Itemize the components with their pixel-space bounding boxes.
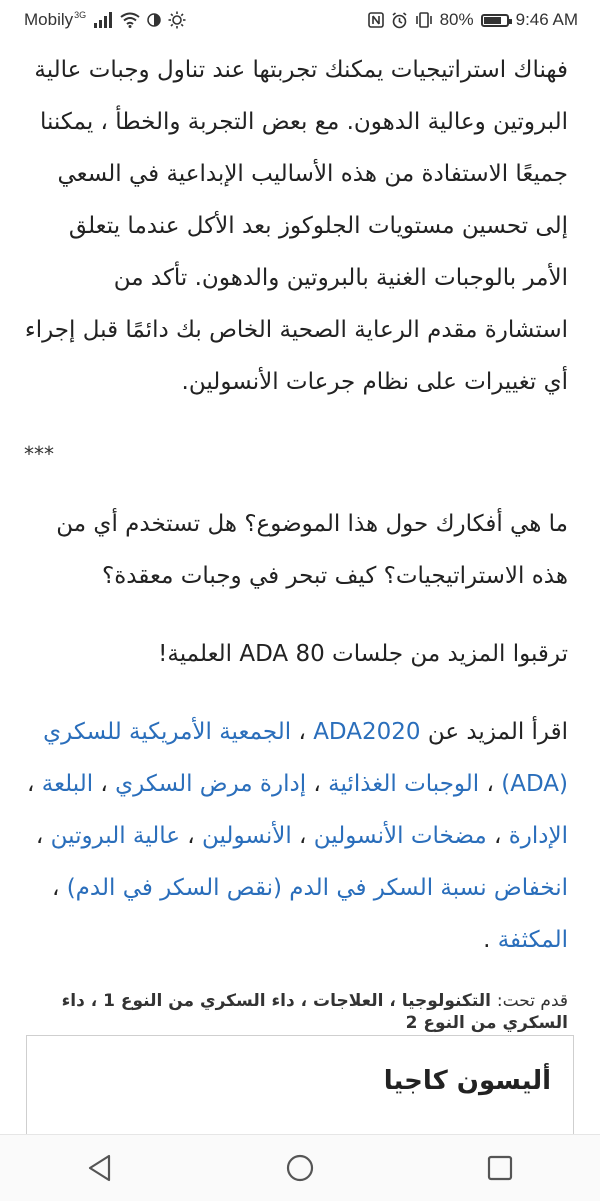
recents-button[interactable] [470, 1138, 530, 1198]
section-separator: *** [24, 442, 54, 466]
read-more-paragraph: اقرأ المزيد عن ADA2020 ، الجمعية الأمريكية للسكري (ADA) ، الوجبات الغذائية ، إدارة مرض السكري ، البلعة ، الإدارة ، مضخات الأنسولين ، الأنسولين ، عالية البروتين ، انخفاض نسبة السكر في الدم (نقص السكر في الدم) ، المكثفة . [27, 719, 568, 953]
tag-link-bolus[interactable]: البلعة [41, 771, 94, 797]
question-paragraph: ما هي أفكارك حول هذا الموضوع؟ هل تستخدم أي من هذه الاستراتيجيات؟ كيف تبحر في وجبات معقدة؟ [56, 511, 568, 589]
data-saver-icon [147, 13, 161, 27]
wifi-icon [120, 12, 140, 28]
article-paragraph: فهناك استراتيجيات يمكنك تجربتها عند تناول وجبات عالية البروتين وعالية الدهون. مع بعض التجربة والخطأ ، يمكننا جميعًا الاستفادة من هذه الأساليب الإبداعية في السعي إلى تحسين مستويات الجلوكوز بعد الأكل عندما يتعلق الأمر بالوجبات الغنية بالبروتين والدهون. تأكد من استشارة مقدم الرعاية الصحية الخاص بك دائمًا قبل إجراء أي تغييرات على نظام جرعات الأنسولين. [24, 57, 568, 395]
tag-link-insulin[interactable]: الأنسولين [201, 823, 292, 849]
tag-link-ada[interactable]: الجمعية الأمريكية للسكري (ADA) [43, 719, 568, 797]
author-name[interactable]: أليسون كاجيا [383, 1066, 551, 1096]
tag-link-management[interactable]: الإدارة [508, 823, 568, 849]
status-left [24, 10, 186, 30]
tag-link-insulin-pumps[interactable]: مضخات الأنسولين [313, 823, 487, 849]
tag-link-ada2020[interactable]: ADA2020 [313, 719, 421, 745]
tag-link-hypoglycemia[interactable]: انخفاض نسبة السكر في الدم (نقص السكر في الدم) [66, 875, 568, 901]
announcement-paragraph: ترقبوا المزيد من جلسات ADA 80 العلمية! [158, 641, 568, 667]
network-type: 3G [74, 10, 87, 20]
filed-under [24, 990, 568, 1034]
navigation-bar [0, 1134, 600, 1201]
home-circle-icon [285, 1153, 315, 1183]
signal-icon [93, 12, 113, 28]
battery-percent: 80% [439, 10, 474, 29]
article-content [24, 44, 568, 1054]
status-bar [0, 0, 600, 40]
carrier-name: Mobily [24, 10, 74, 29]
read-more-label: اقرأ المزيد عن [427, 719, 568, 745]
nfc-icon [368, 12, 384, 28]
tag-link-intensive[interactable]: المكثفة [497, 927, 568, 953]
filed-under-label: قدم تحت: [496, 991, 568, 1011]
vibrate-icon [415, 12, 433, 28]
tag-link-high-protein[interactable]: عالية البروتين [50, 823, 180, 849]
recents-square-icon [487, 1155, 513, 1181]
filed-under-categories[interactable]: التكنولوجيا ، العلاجات ، داء السكري من النوع 1 ، داء السكري من النوع 2 [61, 991, 568, 1033]
home-button[interactable] [270, 1138, 330, 1198]
brightness-icon [168, 11, 186, 29]
back-button[interactable] [70, 1138, 130, 1198]
tag-link-diabetes-management[interactable]: إدارة مرض السكري [115, 771, 307, 797]
back-triangle-icon [87, 1154, 113, 1182]
clock: 9:46 AM [515, 10, 578, 29]
tag-link-diets[interactable]: الوجبات الغذائية [328, 771, 480, 797]
status-right [368, 10, 578, 30]
battery-icon [481, 14, 509, 27]
alarm-icon [391, 12, 408, 29]
